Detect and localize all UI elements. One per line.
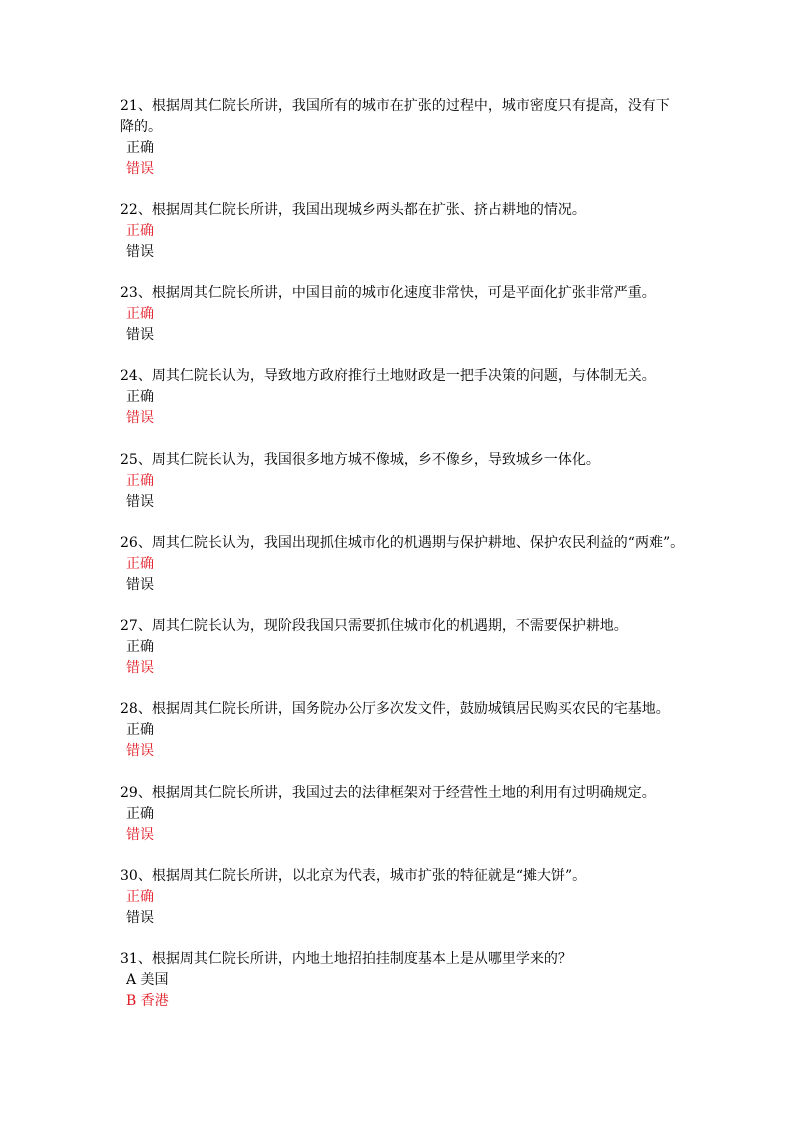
question-21	[120, 96, 680, 180]
option-a: A 美国	[126, 972, 169, 988]
option-true: 正确	[126, 140, 154, 156]
question-text: 22、根据周其仁院长所讲，我国出现城乡两头都在扩张、挤占耕地的情况。	[120, 202, 586, 218]
option-false: 错误	[126, 910, 154, 926]
question-25	[120, 450, 680, 513]
option-false: 错误	[126, 660, 154, 676]
option-b: B 香港	[126, 993, 169, 1009]
question-text: 24、周其仁院长认为，导致地方政府推行土地财政是一把手决策的问题，与体制无关。	[120, 368, 656, 384]
option-false: 错误	[126, 410, 154, 426]
option-false: 错误	[126, 244, 154, 260]
question-text: 30、根据周其仁院长所讲，以北京为代表，城市扩张的特征就是“摊大饼”。	[120, 868, 587, 884]
question-24	[120, 366, 680, 429]
question-30	[120, 866, 680, 929]
option-true: 正确	[126, 889, 154, 905]
question-text: 28、根据周其仁院长所讲，国务院办公厅多次发文件，鼓励城镇居民购买农民的宅基地。	[120, 701, 670, 717]
question-31	[120, 949, 680, 1012]
question-29	[120, 783, 680, 846]
option-false: 错误	[126, 827, 154, 843]
question-27	[120, 616, 680, 679]
question-text: 25、周其仁院长认为，我国很多地方城不像城，乡不像乡，导致城乡一体化。	[120, 452, 600, 468]
option-true: 正确	[126, 223, 154, 239]
question-text: 31、根据周其仁院长所讲，内地土地招拍挂制度基本上是从哪里学来的？	[120, 951, 572, 967]
option-false: 错误	[126, 494, 154, 510]
option-true: 正确	[126, 473, 154, 489]
question-text: 26、周其仁院长认为，我国出现抓住城市化的机遇期与保护耕地、保护农民利益的“两难”。	[120, 535, 685, 551]
option-false: 错误	[126, 577, 154, 593]
option-true: 正确	[126, 306, 154, 322]
option-true: 正确	[126, 389, 154, 405]
question-text: 23、根据周其仁院长所讲，中国目前的城市化速度非常快，可是平面化扩张非常严重。	[120, 285, 656, 301]
question-23	[120, 283, 680, 346]
option-true: 正确	[126, 722, 154, 738]
option-true: 正确	[126, 639, 154, 655]
question-28	[120, 699, 680, 762]
question-26	[120, 533, 690, 596]
option-true: 正确	[126, 806, 154, 822]
question-22	[120, 200, 680, 263]
question-text: 29、根据周其仁院长所讲，我国过去的法律框架对于经营性土地的利用有过明确规定。	[120, 785, 656, 801]
option-true: 正确	[126, 556, 154, 572]
question-text: 27、周其仁院长认为，现阶段我国只需要抓住城市化的机遇期，不需要保护耕地。	[120, 618, 628, 634]
option-false: 错误	[126, 161, 154, 177]
option-false: 错误	[126, 743, 154, 759]
question-text: 21、根据周其仁院长所讲，我国所有的城市在扩张的过程中，城市密度只有提高，没有下降的。	[120, 98, 670, 135]
option-false: 错误	[126, 327, 154, 343]
